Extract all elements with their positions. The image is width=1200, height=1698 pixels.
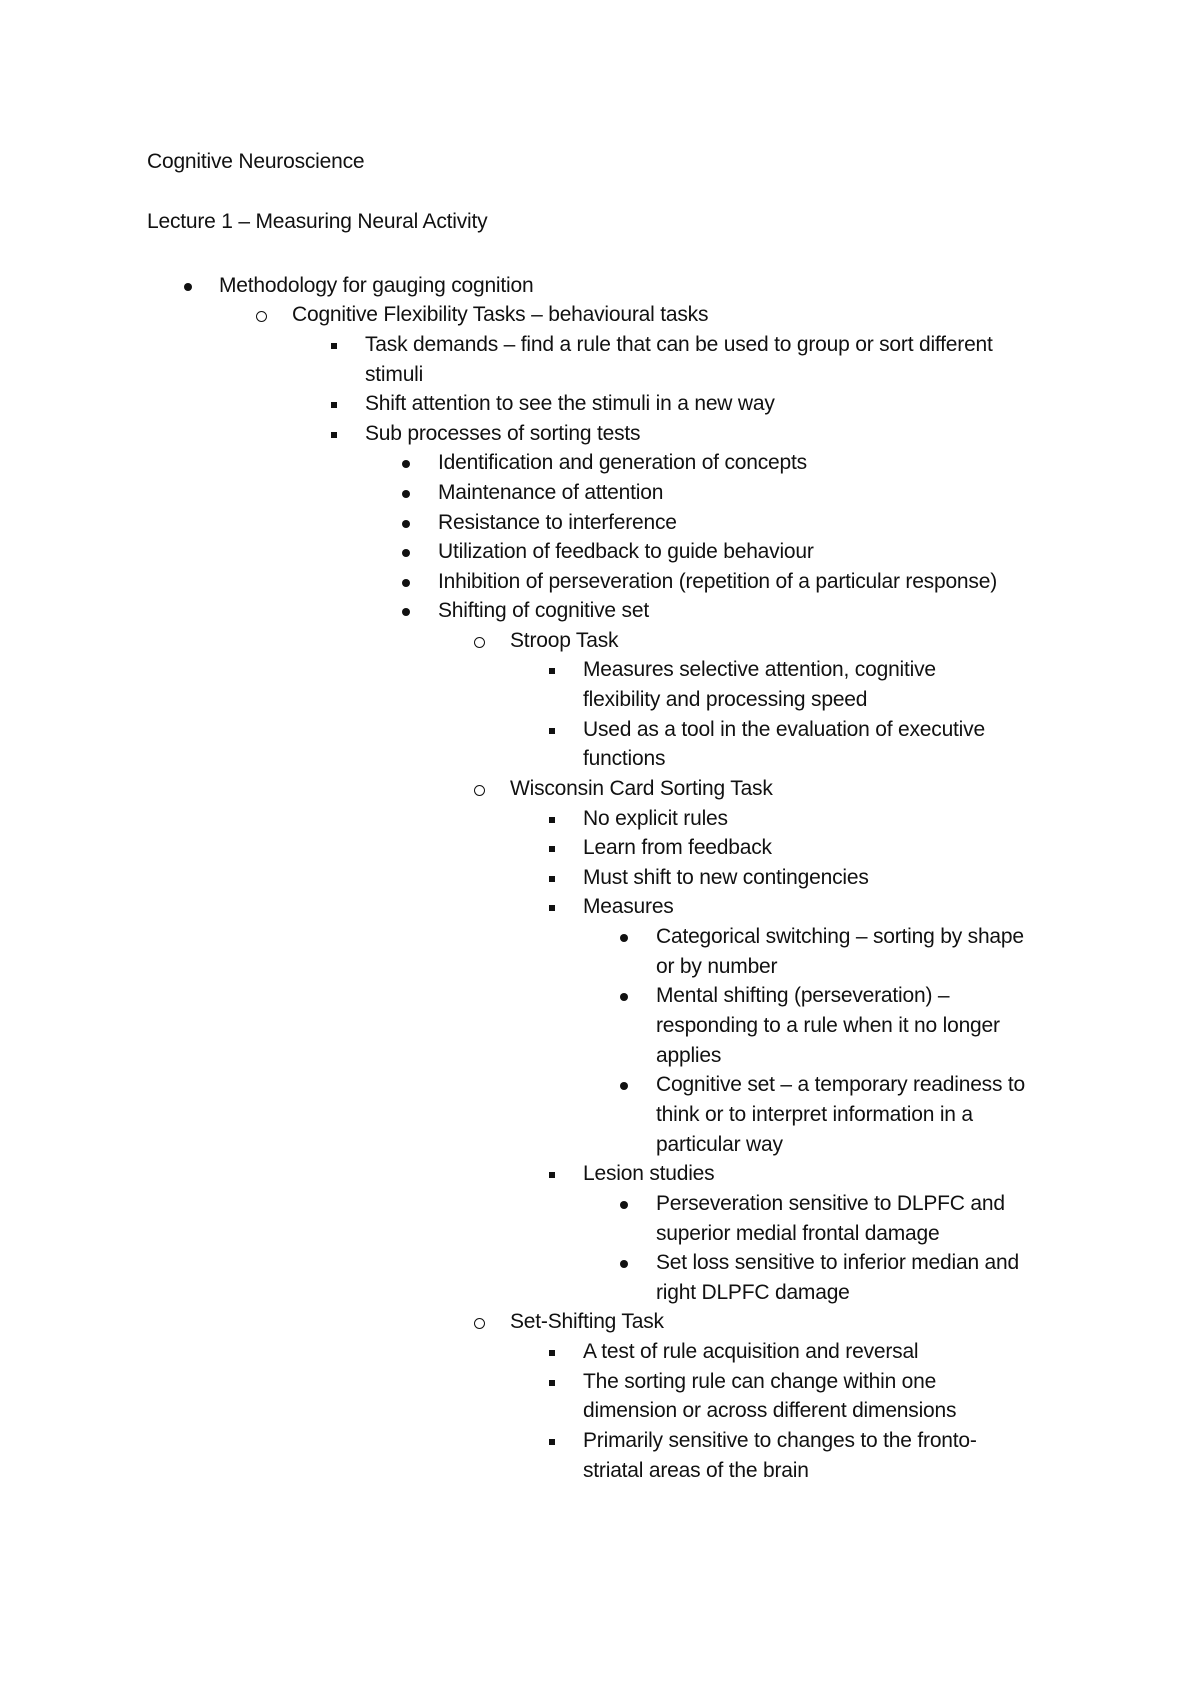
list-item-text: Primarily sensitive to changes to the fronto- [583, 1429, 977, 1452]
bullet-square-icon [549, 1380, 555, 1386]
list-item-text: right DLPFC damage [656, 1281, 850, 1304]
bullet-square-icon [549, 846, 555, 852]
list-item-text: think or to interpret information in a [656, 1103, 973, 1126]
list-item-text: Wisconsin Card Sorting Task [510, 777, 773, 800]
bullet-square-icon [331, 432, 337, 438]
list-item-text: Learn from feedback [583, 836, 772, 859]
list-item-text: superior medial frontal damage [656, 1222, 940, 1245]
list-item-text: Mental shifting (perseveration) – [656, 984, 950, 1007]
list-item-text: Set-Shifting Task [510, 1310, 664, 1333]
bullet-square-icon [549, 905, 555, 911]
list-item-text: Used as a tool in the evaluation of executive [583, 718, 985, 741]
list-item-text: No explicit rules [583, 807, 728, 830]
list-item-text: A test of rule acquisition and reversal [583, 1340, 919, 1363]
bullet-disc-icon [620, 1082, 628, 1090]
bullet-square-icon [549, 876, 555, 882]
list-item-text: striatal areas of the brain [583, 1459, 809, 1482]
list-item-text: Methodology for gauging cognition [219, 274, 534, 297]
list-item-text: Shift attention to see the stimuli in a new way [365, 392, 775, 415]
bullet-disc-icon [620, 934, 628, 942]
bullet-square-icon [549, 668, 555, 674]
bullet-square-icon [549, 1350, 555, 1356]
bullet-square-icon [549, 1172, 555, 1178]
bullet-square-icon [549, 817, 555, 823]
bullet-square-icon [549, 1439, 555, 1445]
list-item-text: Must shift to new contingencies [583, 866, 869, 889]
list-item-text: Cognitive Flexibility Tasks – behavioural tasks [292, 303, 709, 326]
bullet-circle-icon [474, 785, 485, 796]
bullet-disc-icon [184, 283, 192, 291]
list-item-text: flexibility and processing speed [583, 688, 868, 711]
list-item-text: functions [583, 747, 666, 770]
list-item-text: Measures selective attention, cognitive [583, 658, 936, 681]
bullet-circle-icon [256, 311, 267, 322]
bullet-square-icon [331, 343, 337, 349]
list-item-text: Task demands – find a rule that can be used to group or sort different [365, 333, 993, 356]
list-item-text: Identification and generation of concepts [438, 451, 807, 474]
list-item-text: Shifting of cognitive set [438, 599, 649, 622]
document-title: Cognitive Neuroscience [147, 150, 365, 173]
list-item-text: Measures [583, 895, 674, 918]
bullet-disc-icon [402, 579, 410, 587]
bullet-disc-icon [402, 608, 410, 616]
bullet-disc-icon [402, 549, 410, 557]
list-item-text: or by number [656, 955, 778, 978]
bullet-disc-icon [402, 460, 410, 468]
bullet-circle-icon [474, 1318, 485, 1329]
list-item-text: stimuli [365, 363, 424, 386]
bullet-square-icon [549, 728, 555, 734]
list-item-text: The sorting rule can change within one [583, 1370, 937, 1393]
list-item-text: Lesion studies [583, 1162, 715, 1185]
bullet-disc-icon [620, 993, 628, 1001]
bullet-disc-icon [620, 1260, 628, 1268]
list-item-text: Perseveration sensitive to DLPFC and [656, 1192, 1005, 1215]
list-item-text: dimension or across different dimensions [583, 1399, 957, 1422]
list-item-text: Cognitive set – a temporary readiness to [656, 1073, 1026, 1096]
bullet-disc-icon [402, 490, 410, 498]
list-item-text: Resistance to interference [438, 511, 677, 534]
list-item-text: Maintenance of attention [438, 481, 664, 504]
list-item-text: Set loss sensitive to inferior median and [656, 1251, 1019, 1274]
bullet-square-icon [331, 402, 337, 408]
list-item-text: applies [656, 1044, 722, 1067]
bullet-disc-icon [402, 520, 410, 528]
bullet-disc-icon [620, 1201, 628, 1209]
list-item-text: Utilization of feedback to guide behaviour [438, 540, 814, 563]
bullet-circle-icon [474, 637, 485, 648]
list-item-text: particular way [656, 1133, 783, 1156]
list-item-text: responding to a rule when it no longer [656, 1014, 1000, 1037]
list-item-text: Stroop Task [510, 629, 619, 652]
lecture-heading: Lecture 1 – Measuring Neural Activity [147, 210, 488, 233]
list-item-text: Sub processes of sorting tests [365, 422, 641, 445]
list-item-text: Inhibition of perseveration (repetition of a particular response) [438, 570, 997, 593]
list-item-text: Categorical switching – sorting by shape [656, 925, 1024, 948]
